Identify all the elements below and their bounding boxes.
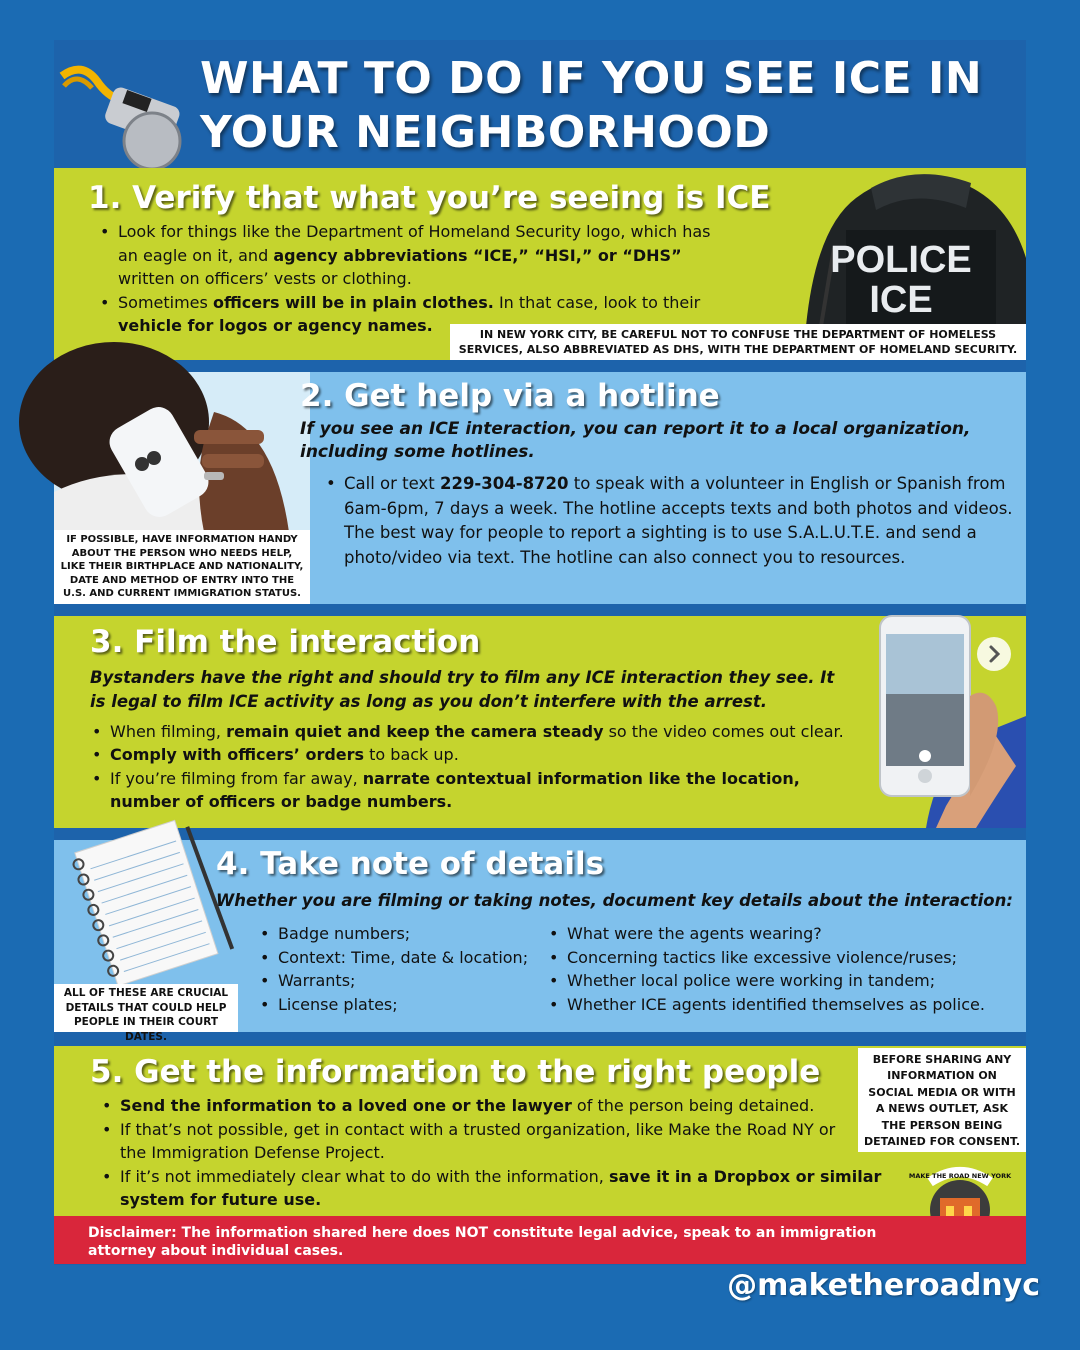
section-4-heading: 4. Take note of details (216, 846, 605, 882)
list-item: • Send the information to a loved one or the lawyer of the person being detained. (100, 1094, 900, 1118)
list-item: • Context: Time, date & location; (258, 946, 548, 970)
list-item: • Warrants; (258, 969, 548, 993)
section-5-note: BEFORE SHARING ANY INFORMATION ON SOCIAL MEDIA OR WITH A NEWS OUTLET, ASK THE PERSON BEING DETAINED FOR CONSENT. (858, 1048, 1026, 1152)
disclaimer-bar (54, 1216, 1026, 1264)
list-item: • If it’s not immediately clear what to do with the information, save it in a Dropbox or similar system for future use. (100, 1165, 900, 1212)
disclaimer-text: Disclaimer: The information shared here does NOT constitute legal advice, speak to an immigration attorney about individual cases. (88, 1225, 877, 1259)
social-handle: @maketheroadnyc (727, 1268, 1040, 1303)
list-item: • Call or text 229-304-8720 to speak with a volunteer in English or Spanish from 6am-6pm, 7 days a week. The hotline accepts texts and both photos and videos. The best way for people to report a sighting is to use S.A.L.U.T.E. and send a photo/video via text. The hotline can also connect you to resources. (324, 472, 1014, 570)
next-arrow-icon[interactable] (976, 636, 1012, 672)
section-1-note: IN NEW YORK CITY, BE CAREFUL NOT TO CONFUSE THE DEPARTMENT OF HOMELESS SERVICES, ALSO ABBREVIATED AS DHS, WITH THE DEPARTMENT OF HOMELAND SECURITY. (450, 324, 1026, 360)
title-line-2: YOUR NEIGHBORHOOD (200, 107, 771, 158)
section-3-heading: 3. Film the interaction (90, 624, 481, 660)
vest-label-police: POLICE (830, 239, 972, 281)
list-item: • What were the agents wearing? (547, 922, 1022, 946)
section-hotline (54, 372, 1026, 604)
section-4-lead: Whether you are filming or taking notes, document key details about the interaction: (216, 891, 1013, 910)
logo-text: MAKE THE ROAD NEW YORK (908, 1172, 1012, 1180)
list-item: • If you’re filming from far away, narrate contextual information like the location, number of officers or badge numbers. (90, 767, 860, 814)
list-item: • Look for things like the Department of Homeland Security logo, which has an eagle on it, and agency abbreviations “ICE,” “HSI,” or “DHS” written on officers’ vests or clothing. (98, 220, 718, 291)
section-share (54, 1046, 1026, 1218)
list-item: • Concerning tactics like excessive violence/ruses; (547, 946, 1022, 970)
page-title (200, 52, 982, 160)
section-4-note: ALL OF THESE ARE CRUCIAL DETAILS THAT COULD HELP PEOPLE IN THEIR COURT DATES. (54, 984, 238, 1032)
list-item: • Comply with officers’ orders to back up. (90, 743, 860, 766)
list-item: • License plates; (258, 993, 548, 1017)
section-5-heading: 5. Get the information to the right people (90, 1054, 821, 1090)
section-1-heading: 1. Verify that what you’re seeing is ICE (88, 180, 771, 216)
list-item: • If that’s not possible, get in contact with a trusted organization, like Make the Road NY or the Immigration Defense Project. (100, 1118, 900, 1165)
phone-call-image (54, 372, 310, 532)
list-item: • Whether local police were working in tandem; (547, 969, 1022, 993)
section-2-note: IF POSSIBLE, HAVE INFORMATION HANDY ABOUT THE PERSON WHO NEEDS HELP, LIKE THEIR BIRTHPLACE AND NATIONALITY, DATE AND METHOD OF ENTRY INTO THE U.S. AND CURRENT IMMIGRATION STATUS. (54, 530, 310, 604)
section-2-lead: If you see an ICE interaction, you can report it to a local organization, including some hotlines. (300, 419, 971, 462)
section-details (54, 840, 1026, 1043)
list-item: • Sometimes officers will be in plain clothes. In that case, look to their vehicle for logos or agency names. (98, 291, 718, 338)
section-verify (54, 168, 1026, 360)
list-item: • When filming, remain quiet and keep the camera steady so the video comes out clear. (90, 720, 860, 743)
section-2-heading: 2. Get help via a hotline (300, 378, 720, 414)
list-item: • Badge numbers; (258, 922, 548, 946)
notebook-icon (64, 824, 224, 984)
police-vest-image (776, 168, 1026, 326)
title-line-1: WHAT TO DO IF YOU SEE ICE IN (200, 53, 983, 104)
list-item: • Whether ICE agents identified themselves as police. (547, 993, 1022, 1017)
section-3-lead: Bystanders have the right and should try to film any ICE interaction they see. It is legal to film ICE activity as long as you don’t interfere with the arrest. (90, 668, 835, 711)
section-film (54, 616, 1026, 828)
vest-label-ice: ICE (869, 279, 933, 321)
whistle-icon (52, 56, 197, 176)
